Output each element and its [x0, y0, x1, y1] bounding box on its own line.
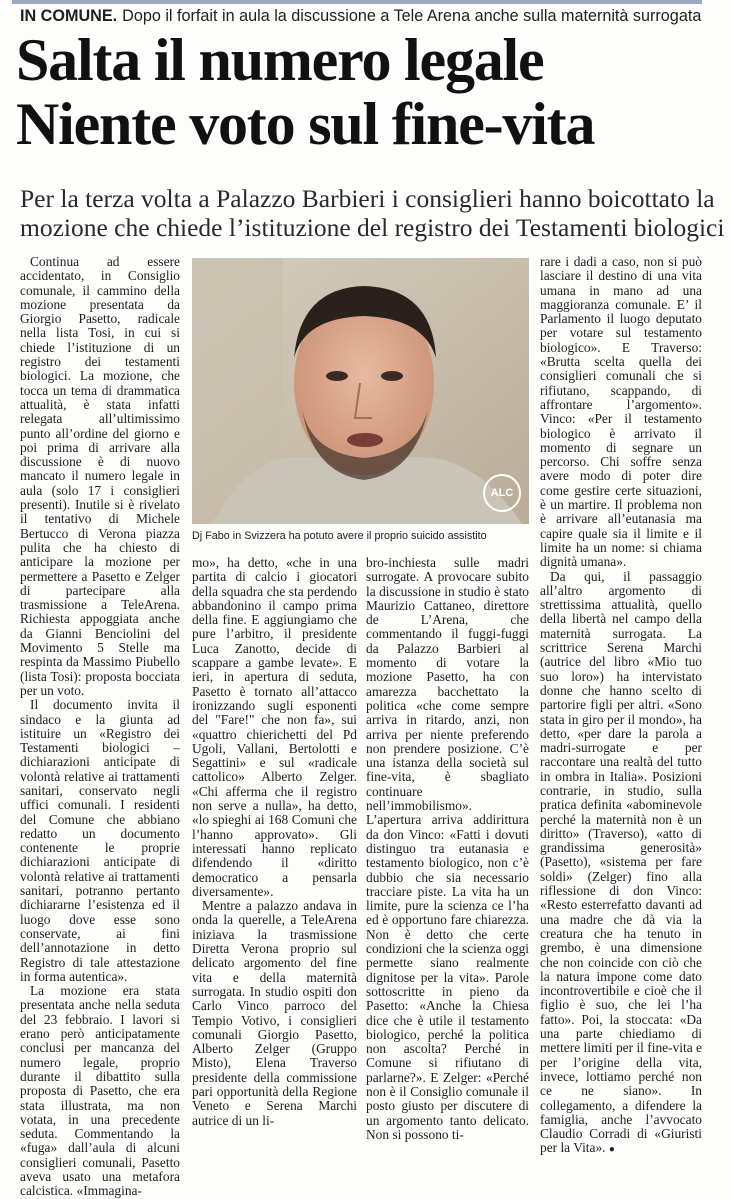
paragraph: Continua ad essere accidentato, in Consiglio comunale, il cammino della mozione presentata da Giorgio Pasetto, radicale nella lista Tosi, in cui si chiede l’istituzione di un registro dei testamenti biologici. La mozione, che tocca un tema di drammatica attualità, è stata infatti relegata all’ultimissimo punto all’ordine del giorno e poi prima di arrivare alla discussione è di nuovo mancato il numero legale in aula (solo 17 i consiglieri presenti). Inutile si è rivelato il tentativo di Michele Bertucco di Verona piazza pulita che ha chiesto di anticipare la mozione per permettere a Pasetto e Zelger di partecipare alla trasmissione a TeleArena. Richiesta appoggiata anche da Gianni Benciolini del Movimento 5 Stelle ma respinta da Massimo Piubello (lista Tosi): proposta bocciata per un voto.: [20, 254, 180, 698]
paragraph: rare i dadi a caso, non si può lasciare il destino di una vita umana in mano ad una maggioranza comunale. E’ il Parlamento il luogo deputato per votare sul testamento biologico». E Traverso: «Brutta scelta quella dei consiglieri comunali che si rifiutano, scappando, di affrontare l’argomento». Vinco: «Per il testamento biologico è arrivato il momento di segnare un percorso. Chi soffre senza avere modo di poter dire come gestire certe situazioni, è un martire. Il problema non è arrivare all’eutanasia ma capire quale sia il limite e il limite ha un nome: si chiama dignità umana».: [540, 254, 702, 570]
kicker-text: Dopo il forfait in aula la discussione a Tele Arena anche sulla maternità surrogata: [122, 7, 702, 25]
kicker: [20, 7, 720, 26]
paragraph: Mentre a palazzo andava in onda la querelle, a TeleArena iniziava la trasmissione Diretta Verona proprio sul delicato argomento del fine vita e della maternità surrogata. In studio ospiti don Carlo Vinco parroco del Tempio Votivo, i consiglieri comunali Giorgio Pasetto, Alberto Zelger (Gruppo Misto), Elena Traverso presidente della commissione pari opportunità della Regione Veneto e Serena Marchi autrice di un li-: [192, 898, 357, 1128]
article-column-2: [192, 555, 357, 1128]
subheadline: [20, 184, 725, 242]
subhead-line-1: Per la terza volta a Palazzo Barbieri i consiglieri hanno boicottato la: [20, 184, 715, 213]
paragraph: La mozione era stata presentata anche nella seduta del 23 febbraio. I lavori si erano però anticipatamente conclusi per mancanza del numero legale, proprio durante il dibattito sulla proposta di Pasetto, che era stata illustrata, ma non votata, in una precedente seduta. Commentando la «fuga» dall’aula di alcuni consiglieri comunali, Pasetto aveva usato una metafora calcistica. «Immagina-: [20, 983, 180, 1199]
paragraph: Il documento invita il sindaco e la giunta ad istituire un «Registro dei Testamenti biologici – dichiarazioni anticipate di volontà relative ai trattamenti sanitari, conservato negli uffici comunali. I residenti del Comune che abbiano redatto un documento contenente le proprie dichiarazioni anticipate di volontà relative ai trattamenti sanitari, potranno pertanto dichiararne l’esistenza ed il luogo dove esse sono conservate, ai fini dell’annotazione in detto Registro di tale attestazione in forma autentica».: [20, 697, 180, 984]
paragraph-with-end-mark: [540, 570, 702, 1158]
headline-line-1: Salta il numero legale: [16, 27, 544, 93]
portrait-illustration: [192, 258, 529, 524]
headline: [16, 28, 716, 156]
top-rule: [12, 0, 702, 4]
headline-line-2: Niente voto sul fine-vita: [16, 91, 595, 157]
paragraph: bro-inchiesta sulle madri surrogate. A provocare subito la discussione in studio è stato Maurizio Cattaneo, direttore de L’Arena, che commentando il fuggi-fuggi da Palazzo Barbieri al momento di votare la mozione Pasetto, ha con amarezza bacchettato la politica «che come sempre arriva in ritardo, anzi, non arriva per niente preferendo non prendere posizione. C’è una istanza della società sul fine-vita, è sbagliato continuare nell’immobilismo». L’apertura arriva addirittura da don Vinco: «Fatti i dovuti distinguo tra eutanasia e testamento biologico, non c’è dubbio che sia necessario tracciare piste. La vita ha un limite, pure la scienza ce l’ha ed è opportuno fare chiarezza. Non è detto che certe condizioni che la scienza oggi permette siano realmente dignitose per la vita». Parole sottoscritte in pieno da Pasetto: «Anche la Chiesa dice che è utile il testamento biologico, perché la politica non ascolta? Perché in Comune si rifiutano di parlarne?». E Zelger: «Perché non è il Consiglio comunale il posto giusto per discutere di un argomento tanto delicato. Non si possono ti-: [366, 555, 529, 1142]
kicker-label: IN COMUNE.: [20, 7, 118, 25]
paragraph: Da qui, il passaggio all’altro argomento di strettissima attualità, quello della libertà nel campo della maternità surrogata. La scrittrice Serena Marchi (autrice del libro «Mio tuo suo loro») ha intervistato donne che hanno scelto di partorire figli per altri. «Sono stata in giro per il mondo», ha detto, «per dare la parola a madri-surrogate e per raccontare una realtà del tutto in ombra in Italia». Posizioni contrarie, in studio, sulla pratica definita «abominevole perché la maternità non è un diritto» (Traverso), «atto di grandissima generosità» (Pasetto), «sistema per fare soldi» (Zelger) fino alla riflessione di don Vinco: «Resto esterrefatto davanti ad una madre che dà via la creatura che ha tenuto in grembo, è una dimensione che non coincide con ciò che la natura impone come dato incontrovertibile e cioè che il figlio è suo, che lei l’ha fatto». Poi, la stoccata: «Da una parte chiediamo di mettere limiti per il fine-vita e per l’origine della vita, invece, lottiamo perché non ce ne siano». In collegamento, a difendere la famiglia, anche l’avvocato Claudio Corradi di «Giuristi per la Vita».: [540, 568, 702, 1156]
end-of-article-mark: ●: [608, 1144, 615, 1156]
photo-credit-logo: ALC: [483, 474, 521, 512]
article-photo: [192, 258, 529, 524]
article-column-1: [20, 254, 180, 1199]
article-column-3: [366, 555, 529, 1142]
paragraph: mo», ha detto, «che in una partita di calcio i giocatori della squadra che sta perdendo abbandonino il campo prima della fine. E aggiungiamo che pure l’arbitro, il presidente Luca Zanotto, decide di scappare a gambe levate». E ieri, in apertura di seduta, Pasetto è tornato all’attacco ironizzando sugli esponenti del "Fare!" che non fa», sui «quattro chierichetti del Pd Ugoli, Vallani, Bertolotti e Segattini» e sul «radicale cattolico» Alberto Zelger. «Chi afferma che il registro non serve a nulla», ha detto, «lo spieghi ai 168 Comuni che l’hanno approvato». Gli interessati hanno replicato difendendo il «diritto democratico a pensarla diversamente».: [192, 555, 357, 899]
photo-caption: Dj Fabo in Svizzera ha potuto avere il proprio suicido assistito: [192, 530, 487, 542]
article-column-4: [540, 254, 702, 1156]
subhead-line-2: mozione che chiede l’istituzione del registro dei Testamenti biologici: [20, 213, 725, 242]
